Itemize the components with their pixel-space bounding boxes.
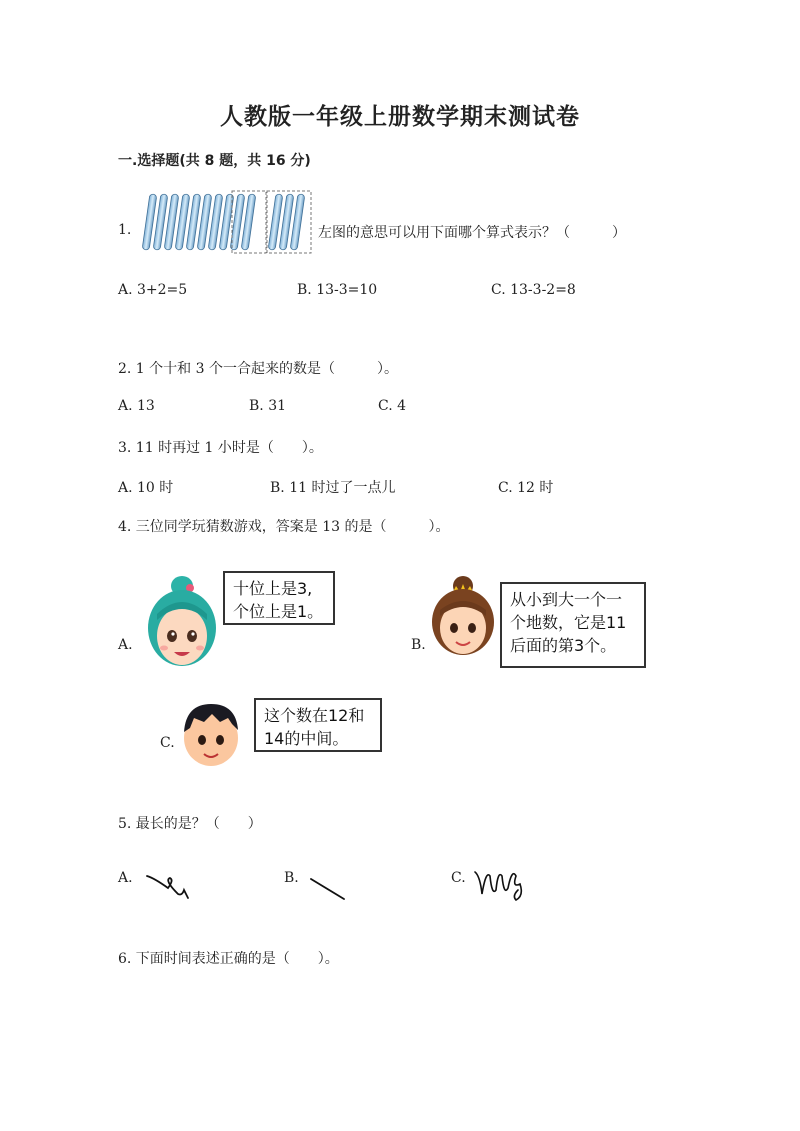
q5-option-b-label[interactable]: B. — [284, 870, 299, 886]
q2-option-a[interactable]: A. 13 — [118, 398, 155, 414]
girl-teal-hair-avatar — [144, 576, 220, 672]
q1-number: 1. — [118, 222, 132, 238]
q4-b-line2: 个地数，它是11 — [510, 613, 627, 632]
q6-text: 6. 下面时间表述正确的是（ ）。 — [118, 951, 339, 967]
q4-c-line2: 14的中间。 — [264, 729, 349, 748]
q3-option-a[interactable]: A. 10 时 — [118, 480, 174, 496]
q4-option-c-label[interactable]: C. — [160, 735, 175, 751]
q5-option-a-label[interactable]: A. — [118, 870, 133, 886]
q4-a-speech-bubble — [223, 571, 335, 625]
boy-black-hair-avatar — [178, 698, 244, 768]
q4-option-b-label[interactable]: B. — [411, 637, 426, 653]
section-heading: 一.选择题(共 8 题，共 16 分) — [118, 153, 311, 169]
q1-text: 左图的意思可以用下面哪个算式表示？（ ） — [318, 225, 626, 241]
straight-line-b — [308, 876, 348, 902]
q2-option-c[interactable]: C. 4 — [378, 398, 407, 414]
page-title: 人教版一年级上册数学期末测试卷 — [220, 103, 580, 130]
q4-b-speech-bubble — [500, 582, 646, 668]
q2-option-b[interactable]: B. 31 — [249, 398, 287, 414]
q4-b-line1: 从小到大一个一 — [510, 590, 623, 609]
q4-a-line1: 十位上是3, — [233, 579, 313, 598]
q2-text: 2. 1 个十和 3 个一合起来的数是（ ）。 — [118, 361, 398, 377]
sticks-illustration — [140, 188, 316, 256]
q4-b-line3: 后面的第3个。 — [510, 636, 617, 655]
q3-option-b[interactable]: B. 11 时过了一点儿 — [270, 480, 396, 496]
q4-option-a-label[interactable]: A. — [118, 637, 133, 653]
q1-option-a[interactable]: A. 3+2=5 — [118, 282, 188, 298]
q3-option-c[interactable]: C. 12 时 — [498, 480, 554, 496]
zigzag-line-a — [144, 868, 190, 900]
q4-a-line2: 个位上是1。 — [233, 602, 324, 621]
q4-text: 4. 三位同学玩猜数游戏，答案是 13 的是（ ）。 — [118, 519, 450, 535]
q1-option-c[interactable]: C. 13-3-2=8 — [491, 282, 576, 298]
q3-text: 3. 11 时再过 1 小时是（ ）。 — [118, 440, 323, 456]
q1-option-b[interactable]: B. 13-3=10 — [297, 282, 378, 298]
q4-c-speech-bubble — [254, 698, 382, 752]
q5-option-c-label[interactable]: C. — [451, 870, 466, 886]
wavy-line-c — [472, 866, 528, 906]
q5-text: 5. 最长的是？（ ） — [118, 816, 262, 832]
q4-c-line1: 这个数在12和 — [264, 706, 365, 725]
girl-crown-avatar — [428, 572, 498, 662]
